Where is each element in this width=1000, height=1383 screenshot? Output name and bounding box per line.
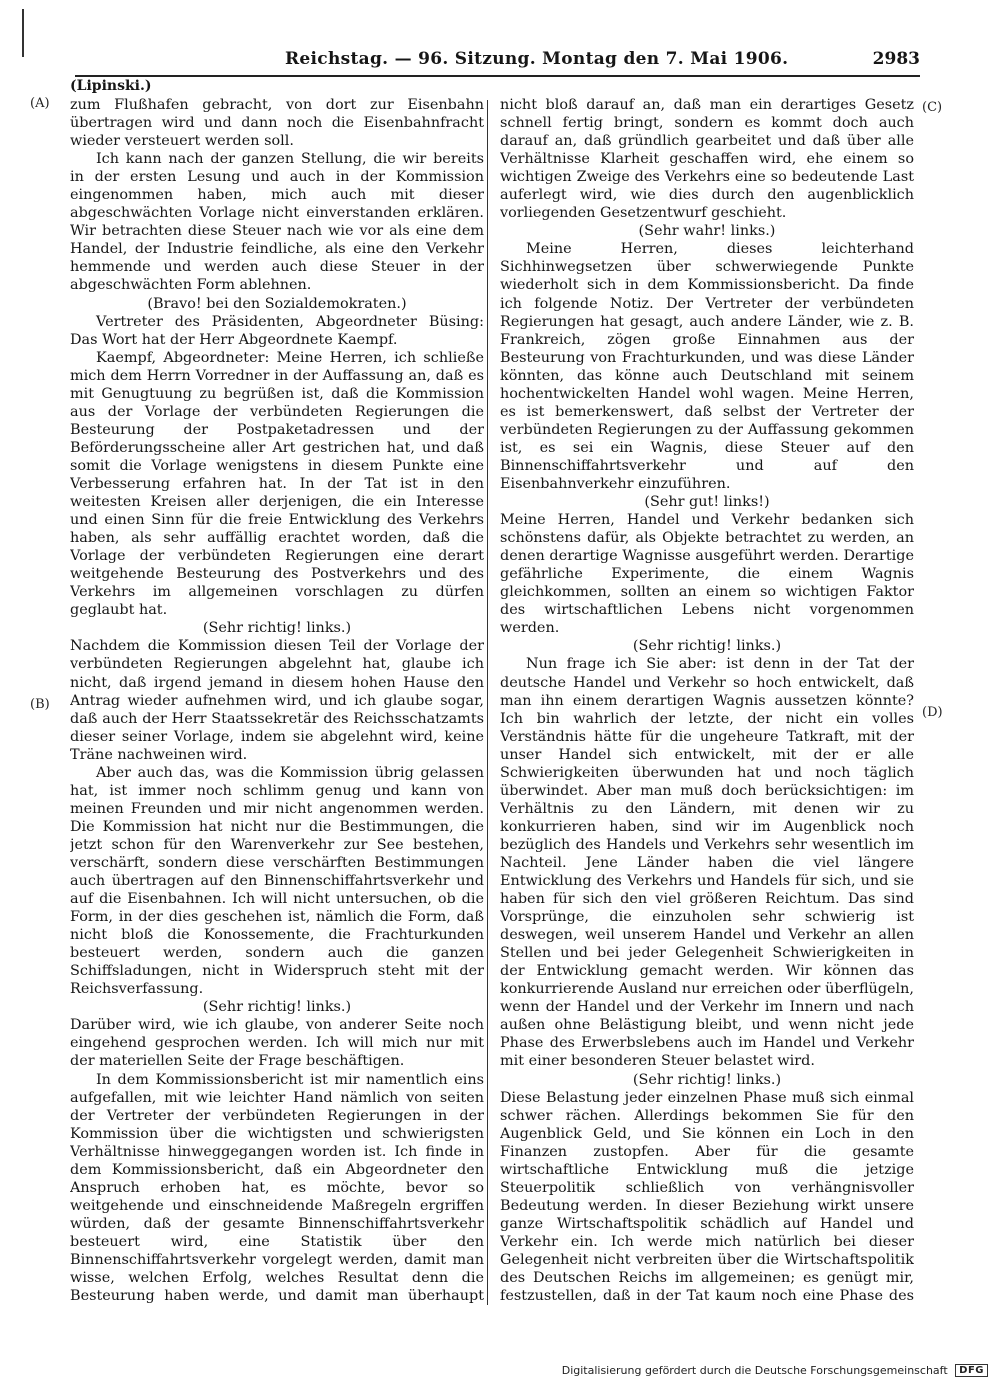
column-divider bbox=[487, 100, 488, 1305]
dfg-logo: DFG bbox=[955, 1364, 988, 1377]
paragraph: Kaempf, Abgeordneter: Meine Herren, ich schließe mich dem Herrn Vorredner in der Auffassung an, daß es mit Genugtuung zu begrüßen ist, daß die Kommission aus der Vorlage der verbündeten Regierungen die Besteurung der Postpaketadressen und der Beförderungsscheine aller Art gestrichen hat, und daß somit die Vorlage wenigstens in diesem Punkte eine Verbesserung erfahren hat. In der Tat ist in den weitesten Kreisen aller derjenigen, die ein Interesse und einen Sinn für die freie Entwicklung des Verkehrs haben, als sehr auffällig erachtet worden, daß die Vorlage der verbündeten Regierungen eine derart weitgehende Besteurung des Postverkehrs und des Verkehrs im allgemeinen vorschlagen zu dürfen geglaubt hat. bbox=[70, 349, 484, 619]
running-title: Reichstag. — 96. Sitzung. Montag den 7. Mai 1906. bbox=[285, 49, 789, 69]
margin-mark-a: (A) bbox=[30, 96, 50, 111]
paragraph: Meine Herren, dieses leichterhand Sichhinwegsetzen über schwerwiegende Punkte wiederholt sich in dem Kommissionsbericht. Da finde ich folgende Notiz. Der Vertreter der verbündeten Regierungen hat gesagt, auch andere Länder, wie z. B. Frankreich, zögen große Einnahmen aus der Besteurung von Frachturkunden, und was diese Länder könnten, das könne auch Deutschland mit seinem hochentwickelten Handel wohl wagen. Meine Herren, es ist bemerkenswert, daß selbst der Vertreter der verbündeten Regierungen zu der Auffassung gekommen ist, es sei ein Wagnis, diese Steuer auf den Binnenschiffahrtsverkehr und auf den Eisenbahnverkehr einzuführen. bbox=[500, 241, 914, 492]
interjection: (Bravo! bei den Sozialdemokraten.) bbox=[147, 295, 407, 312]
paragraph: Nun frage ich Sie aber: ist denn in der Tat der deutsche Handel und Verkehr so hoch entwickelt, daß man ihn einem derartigen Wagnis aussetzen könnte? Ich bin wahrlich der letzte, der nicht ein volles Verständnis hätte für die ungeheure Tatkraft, mit der unser Handel sich entwickelt, mit der er alle Schwierigkeiten überwunden hat und noch täglich überwindet. Aber man muß doch berücksichtigen: im Verhältnis zu den Ländern, mit denen wir zu konkurrieren haben, sind wir im Augenblick noch bezüglich des Handels und Verkehrs sehr wesentlich im Nachteil. Jene Länder haben die viel längere Entwicklung des Verkehrs und Handels für sich, und sie haben für sich den viel größeren Reichtum. Das sind Vorsprünge, die einzuholen sehr schwierig ist deswegen, weil unserem Handel und Verkehr an allen Stellen und bei jeder Gelegenheit Schwierigkeiten in der Entwicklung gemacht werden. Wir können das konkurrierende Ausland nur erreichen oder überflügeln, wenn der Handel und der Verkehr im Innern und nach außen ohne Belästigung bleibt, und wenn nicht jede Phase des Erwerbslebens auch im Handel und Verkehr mit einer besonderen Steuer belastet wird. bbox=[500, 656, 914, 1070]
footer-credit: Digitalisierung gefördert durch die Deutsche Forschungsgemeinschaft bbox=[561, 1363, 948, 1377]
page-header bbox=[75, 47, 920, 77]
paragraph: Darüber wird, wie ich glaube, von anderer Seite noch eingehend gesprochen werden. Ich will mich nur mit der materiellen Seite der Frage beschäftigen. bbox=[70, 1017, 484, 1070]
paragraph: Ich kann nach der ganzen Stellung, die wir bereits in der ersten Lesung und auch in der Kommission eingenommen haben, mich auch mit dieser abgeschwächten Vorlage nicht einverstanden erklären. Wir betrachten diese Steuer nach wie vor als eine dem Handel, der Industrie feindliche, als eine den Verkehr hemmende und werden auch diese Steuer in der abgeschwächten Form ablehnen. bbox=[70, 151, 484, 294]
paragraph: nicht bloß darauf an, daß man ein derartiges Gesetz schnell fertig bringt, sondern es kommt doch auch darauf an, daß gründlich gearbeitet und daß über alle Verhältnisse Klarheit geschaffen wird, ehe einem so wichtigen Zweige des Verkehrs eine so bedeutende Last auferlegt wird, wie dies durch den augenblicklich vorliegenden Gesetzentwurf geschieht. bbox=[500, 97, 914, 222]
margin-mark-d: (D) bbox=[922, 705, 943, 720]
paragraph: Meine Herren, Handel und Verkehr bedanken sich schönstens dafür, als Objekte betrachtet zu werden, an denen derartige Wagnisse ausgeführt werden. Derartige gefährliche Experimente, die einem Wagnis gleichkommen, sollten an einem so wichtigen Faktor des wirtschaftlichen Lebens nicht vorgenommen werden. bbox=[500, 512, 914, 637]
interjection: (Sehr richtig! links.) bbox=[202, 620, 352, 637]
paragraph: Vertreter des Präsidenten, Abgeordneter Büsing: Das Wort hat der Herr Abgeordnete Kaempf. bbox=[70, 313, 484, 348]
paragraph: Nachdem die Kommission diesen Teil der Vorlage der verbündeten Regierungen abgelehnt hat, glaube ich nicht, daß irgend jemand in diesem hohen Hause den Antrag wieder aufnehmen wird, und ich glaube sogar, daß auch der Herr Staatssekretär des Reichsschatzamts dieser seiner Vorlage, indem sie abgelehnt wird, keine Träne nachweinen wird. bbox=[70, 638, 484, 763]
margin-rule bbox=[22, 9, 24, 57]
paragraph: Aber auch das, was die Kommission übrig gelassen hat, ist immer noch schlimm genug und kann von meinen Freunden und mir nicht angenommen werden. Die Kommission hat nicht nur die Bestimmungen, die jetzt schon für den Warenverkehr zur See bestehen, verschärft, sondern diese verschärften Bestimmungen auch übertragen auf den Binnenschiffahrtsverkehr und auf die Eisenbahnen. Ich will nicht untersuchen, ob die Form, in der dies geschehen ist, nämlich die Form, daß nicht bloß die Konossemente, die Frachturkunden besteuert werden, sondern auch die ganzen Schiffsladungen, nicht in Widerspruch steht mit der Reichsverfassung. bbox=[70, 764, 484, 998]
paragraph: Diese Belastung jeder einzelnen Phase muß sich einmal schwer rächen. Allerdings bekommen Sie für den Augenblick Geld, und Sie können ein Loch in den Finanzen zustopfen. Aber für die gesamte wirtschaftliche Entwicklung muß die jetzige Steuerpolitik schließlich von verhängnisvoller Bedeutung werden. In dieser Beziehung wirkt unsere ganze Wirtschaftspolitik schädlich auf Handel und Verkehr ein. Ich werde mich natürlich bei dieser Gelegenheit nicht verbreiten über die Wirtschaftspolitik des Deutschen Reichs im allgemeinen; es genügt mir, festzustellen, daß in der Tat kaum noch eine Phase des bbox=[500, 1089, 914, 1304]
right-column bbox=[500, 96, 914, 1304]
margin-mark-c: (C) bbox=[922, 100, 943, 115]
interjection: (Sehr richtig! links.) bbox=[632, 638, 782, 655]
paragraph: zum Flußhafen gebracht, von dort zur Eisenbahn übertragen wird und dann noch die Eisenbahnfracht wieder versteuert werden soll. bbox=[70, 97, 484, 150]
page-number: 2983 bbox=[872, 49, 920, 69]
left-column bbox=[70, 96, 484, 1304]
interjection: (Sehr richtig! links.) bbox=[632, 1071, 782, 1088]
interjection: (Sehr gut! links!) bbox=[644, 494, 770, 511]
interjection: (Sehr wahr! links.) bbox=[638, 223, 776, 240]
margin-mark-b: (B) bbox=[30, 697, 50, 712]
paragraph: In dem Kommissionsbericht ist mir namentlich eins aufgefallen, mit wie leichter Hand nämlich von seiten der Vertreter der verbündeten Regierungen in der Kommission über die wichtigsten und schwierigsten Verhältnisse hinweggegangen worden ist. Ich finde in dem Kommissionsbericht, daß ein Abgeordneter den Anspruch erhoben hat, es möchte, bevor so weitgehende und einschneidende Maßregeln ergriffen würden, daß der gesamte Binnenschiffahrtsverkehr besteuert wird, eine Statistik über den Binnenschiffahrtsverkehr vorgelegt werden, damit man wisse, welchen Erfolg, welches Resultat denn die Besteurung haben werde, und damit man überhaupt bbox=[70, 1071, 484, 1304]
speaker-tag: (Lipinski.) bbox=[70, 78, 152, 94]
interjection: (Sehr richtig! links.) bbox=[202, 999, 352, 1016]
page-footer bbox=[562, 1364, 988, 1378]
